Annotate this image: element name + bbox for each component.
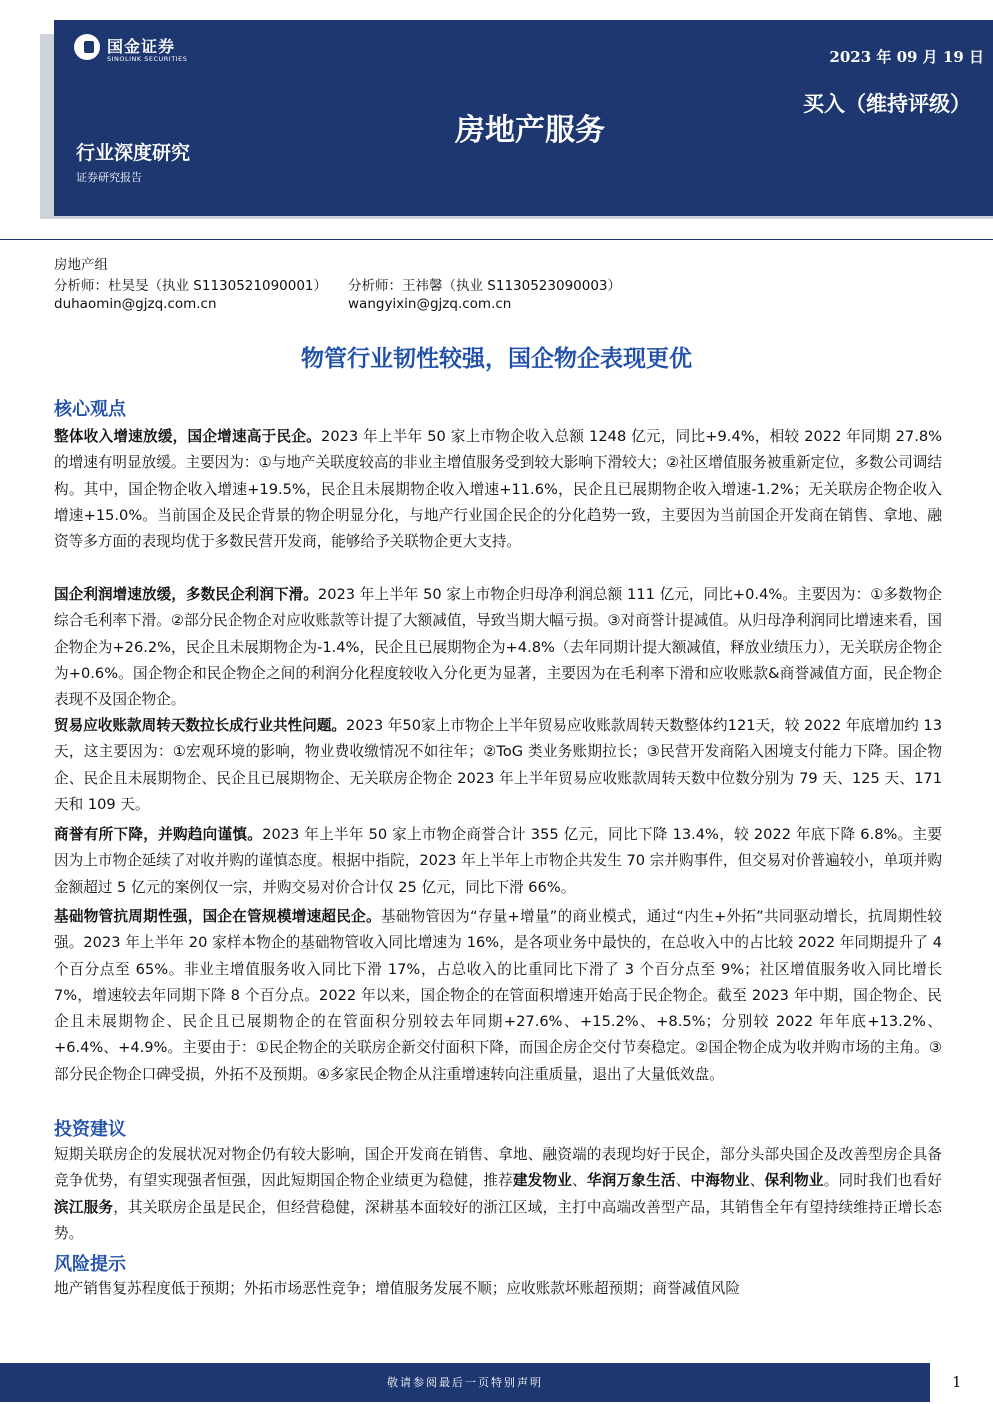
core-p3-body: 2023 年50家上市物企上半年贸易应收账款周转天数整体约121天，较 2022 年底增加约 13 天，这主要因为：①宏观环境的影响，物业费收缴情况不如往年；②ToG 类业务账期拉长；③民营开发商陷入困境支付能力下降。国企物企、民企且未展期物企、民企且已展期物企、无关联房企物企 2023 年上半年贸易应收账款周转天数中位数分别为 79 天、125 天、171 天和 109 天。 <box>54 717 942 813</box>
invest-t6: ，其关联房企虽是民企，但经营稳健，深耕基本面较好的浙江区域，主打中高端改善型产品，其销售全年有望持续维持正增长态势。 <box>54 1198 942 1242</box>
report-headline: 物管行业韧性较强，国企物企表现更优 <box>301 346 692 372</box>
core-paragraph-4 <box>54 822 942 901</box>
logo-en: SINOLINK SECURITIES <box>107 55 188 63</box>
core-p2-body: 2023 年上半年 50 家上市物企归母净利润总额 111 亿元，同比+0.4%。主要因为：①多数物企综合毛利率下滑。②部分民企物企对应收账款等计提了大额减值，导致当期大幅亏损。③对商誉计提减值。从归母净利润同比增速来看，国企物企为+26.2%，民企且未展期物企为-1.4%，民企且已展期物企为+4.8%（去年同期计提大额减值，释放业绩压力），无关联房企物企为+0.6%。国企物企和民企物企之间的利润分化程度较收入分化更为显著，主要因为在毛利率下滑和应收账款&商誉减值方面，民企物企表现不及国企物企。 <box>54 586 942 709</box>
sinolink-logo-icon <box>74 34 100 60</box>
risk-text: 地产销售复苏程度低于预期；外拓市场恶性竞争；增值服务发展不顺；应收账款坏账超预期；商誉减值风险 <box>54 1280 740 1297</box>
footer-notice: 敬请参阅最后一页特别声明 <box>387 1376 543 1389</box>
page-number: 1 <box>952 1373 962 1391</box>
core-p4-lead: 商誉有所下降，并购趋向谨慎。 <box>54 826 263 843</box>
core-p5-lead: 基础物管抗周期性强，国企在管规模增速超民企。 <box>54 908 381 925</box>
stock-pick: 华润万象生活 <box>586 1172 676 1190</box>
report-date: 2023 年 09 月 19 日 <box>829 48 984 66</box>
invest-sep: 、 <box>675 1172 691 1190</box>
report-subtype: 证券研究报告 <box>76 171 142 184</box>
section-risk-title: 风险提示 <box>54 1254 126 1275</box>
core-p2-lead: 国企利润增速放缓，多数民企利润下滑。 <box>54 586 318 603</box>
core-p1-body: 2023 年上半年 50 家上市物企收入总额 1248 亿元，同比+9.4%，相较 2022 年同期 27.8%的增速有明显放缓。主要因为：①与地产关联度较高的非业主增值服务受到较大影响下滑较大；②社区增值服务被重新定位，多数公司调结构。其中，国企物企收入增速+19.5%，民企且未展期物企收入增速+11.6%，民企且已展期物企收入增速-1.2%；无关联房企物企收入增速+15.0%。当前国企及民企背景的物企明显分化，与地产行业国企民企的分化趋势一致，主要因为当前国企开发商在销售、拿地、融资等多方面的表现均优于多数民营开发商，能够给予关联物企更大支持。 <box>54 428 942 551</box>
header-divider <box>0 239 993 240</box>
core-paragraph-3 <box>54 713 942 818</box>
stock-pick: 中海物业 <box>690 1172 750 1190</box>
analyst-2-email[interactable]: wangyixin@gjzq.com.cn <box>348 296 512 312</box>
report-type: 行业深度研究 <box>76 142 191 164</box>
rating: 买入（维持评级） <box>803 92 971 116</box>
core-paragraph-5 <box>54 904 942 1088</box>
core-paragraph-1 <box>54 424 942 555</box>
core-paragraph-2 <box>54 582 942 713</box>
research-group: 房地产组 <box>54 257 108 273</box>
industry-title: 房地产服务 <box>455 113 605 148</box>
section-invest-title: 投资建议 <box>54 1119 126 1140</box>
analyst-1: 分析师：杜昊旻（执业 S1130521090001） <box>54 278 328 294</box>
analyst-1-email[interactable]: duhaomin@gjzq.com.cn <box>54 296 217 312</box>
invest-sep: 、 <box>572 1172 587 1190</box>
logo-cn: 国金证券 <box>107 37 176 56</box>
core-p3-lead: 贸易应收账款周转天数拉长成行业共性问题。 <box>54 717 347 734</box>
stock-pick: 保利物业 <box>764 1172 824 1190</box>
core-p5-body: 基础物管因为“存量+增量”的商业模式，通过“内生+外拓”共同驱动增长，抗周期性较强。2023 年上半年 20 家样本物企的基础物管收入同比增速为 16%，是各项业务中最快的，在总收入中的占比较 2022 年同期提升了 4 个百分点至 65%。非业主增值服务收入同比下滑 17%，占总收入的比重同比下滑了 3 个百分点至 9%；社区增值服务收入同比增长 7%，增速较去年同期下降 8 个百分点。2022 年以来，国企物企的在管面积增速开始高于民企物企。截至 2023 年中期，国企物企、民企且未展期物企、民企且已展期物企的在管面积分别较去年同期+27.6%、+15.2%、+8.5%；分别较 2022 年年底+13.2%、+6.4%、+4.9%。主要由于：①民企物企的关联房企新交付面积下降，而国企房企交付节奏稳定。②国企物企成为收并购市场的主角。③部分民企物企口碑受损，外拓不及预期。④多家民企物企从注重增速转向注重质量，退出了大量低效盘。 <box>54 908 942 1083</box>
section-core-title: 核心观点 <box>54 399 126 420</box>
invest-sep: 、 <box>749 1172 765 1190</box>
stock-pick: 滨江服务 <box>54 1198 114 1216</box>
invest-t1: 短期关联房企的发展状况对物企仍有较大影响，国企开发商在销售、拿地、融资端的表现均好于民企，部分头部央国企及改善型房企具备竞争优势，有望实现强者恒强，因此短期国企物企业绩更为稳健，推荐 <box>54 1146 942 1190</box>
core-p4-body: 2023 年上半年 50 家上市物企商誉合计 355 亿元，同比下降 13.4%，较 2022 年底下降 6.8%。主要因为上市物企延续了对收并购的谨慎态度。根据中指院，2023 年上半年上市物企共发生 70 宗并购事件，但交易对价普遍较小，单项并购金额超过 5 亿元的案例仅一宗，并购交易对价合计仅 25 亿元，同比下滑 66%。 <box>54 826 942 896</box>
core-p1-lead: 整体收入增速放缓，国企增速高于民企。 <box>54 428 322 445</box>
analyst-2: 分析师：王祎馨（执业 S1130523090003） <box>348 278 622 294</box>
invest-t5: 。同时我们也看好 <box>823 1172 942 1190</box>
invest-paragraph <box>54 1142 942 1247</box>
stock-pick: 建发物业 <box>512 1172 573 1190</box>
